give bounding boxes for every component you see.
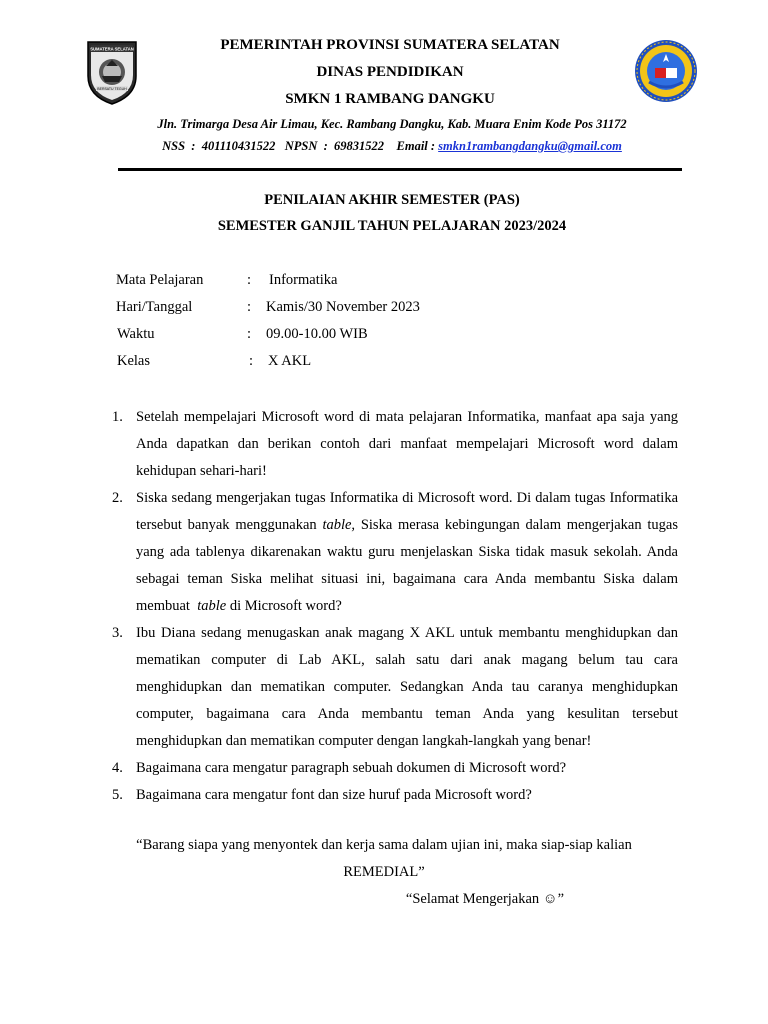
question-text	[136, 485, 682, 620]
letterhead-government: PEMERINTAH PROVINSI SUMATERA SELATAN	[220, 37, 560, 53]
question-text-part: Bagaimana cara mengatur paragraph sebuah dokumen di Microsoft word?	[136, 760, 567, 776]
question-text-part: di Microsoft word?	[226, 598, 342, 614]
question-item	[112, 782, 678, 809]
question-text-part: Setelah mempelajari Microsoft word di mata pelajaran Informatika, manfaat apa saja yang Anda dapatkan dan berikan contoh dari manfaat mempelajari Microsoft word dalam kehidupan sehari-hari!	[136, 409, 678, 479]
question-item	[112, 404, 678, 485]
question-number: 2.	[112, 490, 123, 506]
info-value: 09.00-10.00 WIB	[266, 326, 368, 342]
dinas-pendidikan-emblem-icon	[633, 38, 699, 104]
question-item	[112, 755, 678, 782]
info-colon: :	[247, 326, 252, 342]
question-text-part: Bagaimana cara mengatur font dan size huruf pada Microsoft word?	[136, 787, 532, 803]
question-text	[136, 620, 678, 755]
question-item	[112, 485, 682, 620]
info-colon: :	[247, 272, 252, 288]
closing-greeting: “Selamat Mengerjakan ☺”	[405, 891, 565, 907]
question-text-italic: table,	[322, 517, 356, 533]
letterhead-ids	[100, 137, 684, 155]
question-number: 4.	[112, 760, 123, 776]
sumatera-selatan-emblem-icon	[84, 36, 140, 106]
question-number: 5.	[112, 787, 123, 803]
question-text	[136, 782, 678, 809]
closing-warning	[120, 832, 648, 886]
svg-text:SUMATERA SELATAN: SUMATERA SELATAN	[90, 46, 134, 52]
info-colon: :	[247, 299, 252, 315]
svg-text:BERSATU TEGUH: BERSATU TEGUH	[97, 87, 127, 91]
question-text	[136, 404, 678, 485]
letterhead-address: Jln. Trimarga Desa Air Limau, Kec. Rambang Dangku, Kab. Muara Enim Kode Pos 31172	[157, 117, 627, 131]
info-label: Hari/Tanggal	[116, 299, 193, 315]
info-value: X AKL	[268, 353, 312, 369]
info-label: Kelas	[117, 353, 151, 369]
question-list	[112, 404, 682, 809]
question-text-part: Siska sedang mengerjakan tugas Informatika di Microsoft word. Di dalam tugas Informatika tersebut banyak menggunakan	[136, 490, 678, 533]
info-value: Informatika	[269, 272, 338, 288]
question-number: 3.	[112, 625, 123, 641]
letterhead-divider	[118, 168, 682, 171]
info-label: Mata Pelajaran	[116, 272, 204, 288]
info-label: Waktu	[117, 326, 155, 342]
exam-subtitle: SEMESTER GANJIL TAHUN PELAJARAN 2023/2024	[217, 218, 567, 234]
question-text-part: Ibu Diana sedang menugaskan anak magang X AKL untuk membantu menghidupkan dan mematikan computer di Lab AKL, salah satu dari anak magang belum tau cara menghidupkan dan mematikan computer. Sedangkan Anda tau caranya menghidupkan computer, bagaimana cara Anda membantu teman Anda yang kesulitan tersebut menghidupkan dan mematikan computer dengan langkah-langkah yang benar!	[136, 625, 678, 749]
question-text-italic: table	[197, 598, 227, 614]
info-value: Kamis/30 November 2023	[266, 299, 420, 315]
question-number: 1.	[112, 409, 123, 425]
question-item	[112, 620, 678, 755]
letterhead-school: SMKN 1 RAMBANG DANGKU	[285, 91, 495, 107]
letterhead-ids-text: NSS : 401110431522 NPSN : 69831522 Email :	[162, 139, 439, 153]
email-link[interactable]: smkn1rambangdangku@gmail.com	[438, 139, 622, 153]
info-colon: :	[249, 353, 254, 369]
closing-line: REMEDIAL”	[343, 864, 425, 880]
question-text	[136, 755, 678, 782]
question-text-part: Siska merasa kebingungan dalam mengerjakan tugas yang ada tablenya dikarenakan waktu guru menjelaskan Siska tidak masuk sekolah. Anda sebagai teman Siska melihat situasi ini, bagaimana cara Anda membantu Siska dalam membuat	[136, 517, 682, 614]
closing-line: “Barang siapa yang menyontek dan kerja sama dalam ujian ini, maka siap-siap kalian	[136, 837, 632, 853]
exam-title: PENILAIAN AKHIR SEMESTER (PAS)	[264, 192, 520, 208]
letterhead-department: DINAS PENDIDIKAN	[316, 64, 464, 80]
